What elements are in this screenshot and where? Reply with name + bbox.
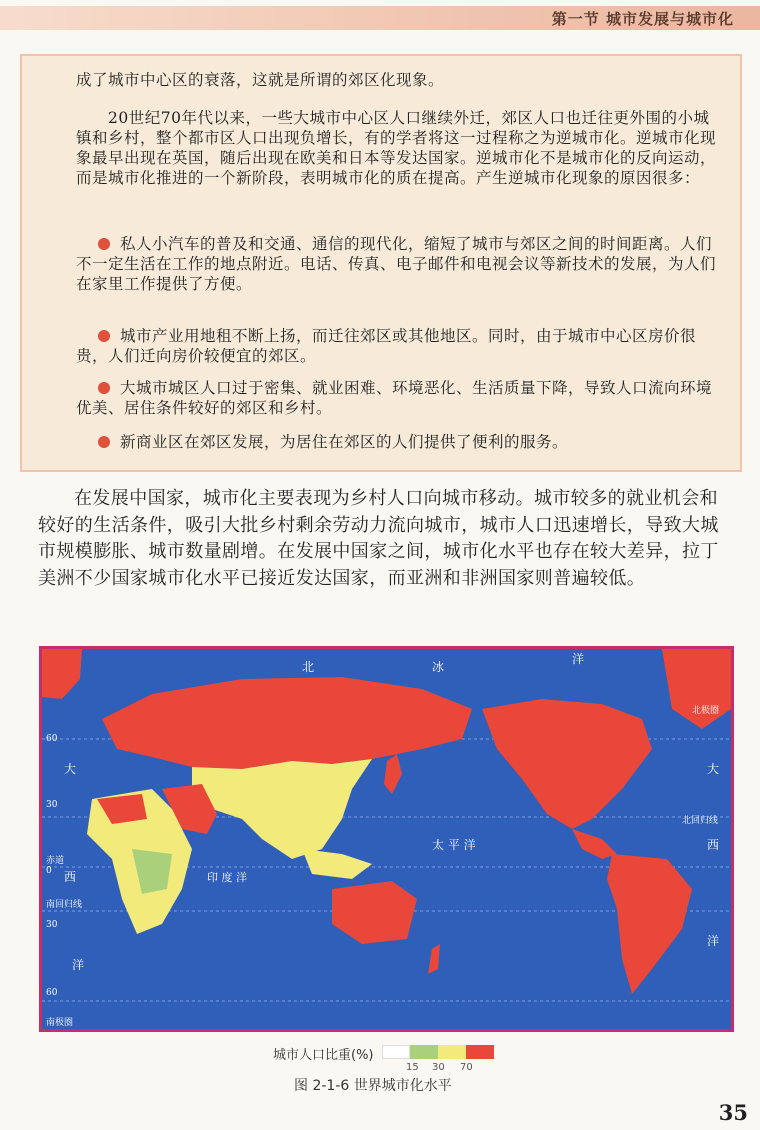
label-antarctic-circle: 南极圈 <box>46 1018 74 1028</box>
label-north: 北 <box>302 660 315 674</box>
box-line-top: 成了城市中心区的衰落，这就是所谓的郊区化现象。 <box>76 71 445 89</box>
bullet-item-3: 大城市城区人口过于密集、就业困难、环境恶化、生活质量下降，导致人口流向环境优美、居住条件较好的郊区和乡村。 <box>76 379 713 417</box>
label-indian: 印 度 洋 <box>207 871 247 884</box>
label-lat-60n: 60 <box>46 734 58 744</box>
label-tropic-south: 南回归线 <box>46 900 83 910</box>
section-title: 第一节 城市发展与城市化 <box>551 10 734 28</box>
label-atlantic-left-2: 西 <box>64 870 77 884</box>
label-ice: 冰 <box>432 660 445 674</box>
russia-europe <box>102 677 472 769</box>
legend-tick-15: 15 <box>406 1062 419 1073</box>
label-pacific: 太 平 洋 <box>432 838 476 852</box>
north-america <box>482 699 652 829</box>
new-zealand <box>428 944 440 974</box>
bullet-dot <box>98 238 110 250</box>
page-number: 35 <box>718 1100 748 1125</box>
se-asia <box>302 849 372 879</box>
bullet-dot <box>98 330 110 342</box>
map-svg <box>42 649 731 1029</box>
legend-swatch-low <box>382 1045 410 1059</box>
legend-swatch-mid-low <box>410 1045 438 1059</box>
bullet-item-4: 新商业区在郊区发展，为居住在郊区的人们提供了便利的服务。 <box>76 432 716 452</box>
legend-tick-70: 70 <box>460 1062 473 1073</box>
world-urbanization-map <box>39 646 734 1032</box>
greenland-left <box>42 649 82 699</box>
greenland-right <box>662 649 731 729</box>
label-atlantic-right-3: 洋 <box>707 934 720 948</box>
label-lat-60s: 60 <box>46 988 58 998</box>
box-paragraph: 20世纪70年代以来，一些大城市中心区人口继续外迁，郊区人口也迁往更外围的小城镇和乡村，整个都市区人口出现负增长，有的学者将这一过程称之为逆城市化。逆城市化现象最早出现在英国，随后出现在欧美和日本等发达国家。逆城市化不是城市化的反向运动，而是城市化推进的一个新阶段，表明城市化的质在提高。产生逆城市化现象的原因很多： <box>76 109 717 187</box>
bullet-dot <box>98 436 110 448</box>
label-atlantic-left-1: 大 <box>64 762 77 776</box>
label-atlantic-right-1: 大 <box>707 762 720 776</box>
label-arctic-circle: 北极圈 <box>692 706 720 716</box>
figure-caption: 图 2-1-6 世界城市化水平 <box>294 1078 452 1094</box>
australia <box>332 881 417 944</box>
info-box <box>20 54 742 472</box>
label-atlantic-left-3: 洋 <box>72 958 85 972</box>
label-ocean-north: 洋 <box>572 652 585 666</box>
label-tropic-north: 北回归线 <box>682 816 719 826</box>
legend-swatch-mid-high <box>438 1045 466 1059</box>
label-atlantic-right-2: 西 <box>707 838 720 852</box>
label-lat-30n: 30 <box>46 800 58 810</box>
body-paragraph: 在发展中国家，城市化主要表现为乡村人口向城市移动。城市较多的就业机会和较好的生活条件，吸引大批乡村剩余劳动力流向城市，城市人口迅速增长，导致大城市规模膨胀、城市数量剧增。在发展中国家之间，城市化水平也存在较大差异，拉丁美洲不少国家城市化水平已接近发达国家，而亚洲和非洲国家则普遍较低。 <box>38 488 719 589</box>
legend-tick-30: 30 <box>432 1062 445 1073</box>
japan <box>384 754 402 794</box>
legend-label: 城市人口比重(%) <box>273 1048 374 1063</box>
label-equator: 赤道 <box>46 856 65 866</box>
bullet-item-2: 城市产业用地租不断上扬，而迁往郊区或其他地区。同时，由于城市中心区房价很贵，人们迁向房价较便宜的郊区。 <box>76 327 697 365</box>
bullet-item-1: 私人小汽车的普及和交通、通信的现代化，缩短了城市与郊区之间的时间距离。人们不一定生活在工作的地点附近。电话、传真、电子邮件和电视会议等新技术的发展，为人们在家里工作提供了方便。 <box>76 235 717 293</box>
label-lat-0: 0 <box>46 866 52 876</box>
bullet-dot <box>98 382 110 394</box>
asia-mid <box>192 759 372 859</box>
label-lat-30s: 30 <box>46 920 58 930</box>
central-america <box>572 829 617 859</box>
legend-swatch-high <box>466 1045 494 1059</box>
south-america <box>607 854 692 994</box>
